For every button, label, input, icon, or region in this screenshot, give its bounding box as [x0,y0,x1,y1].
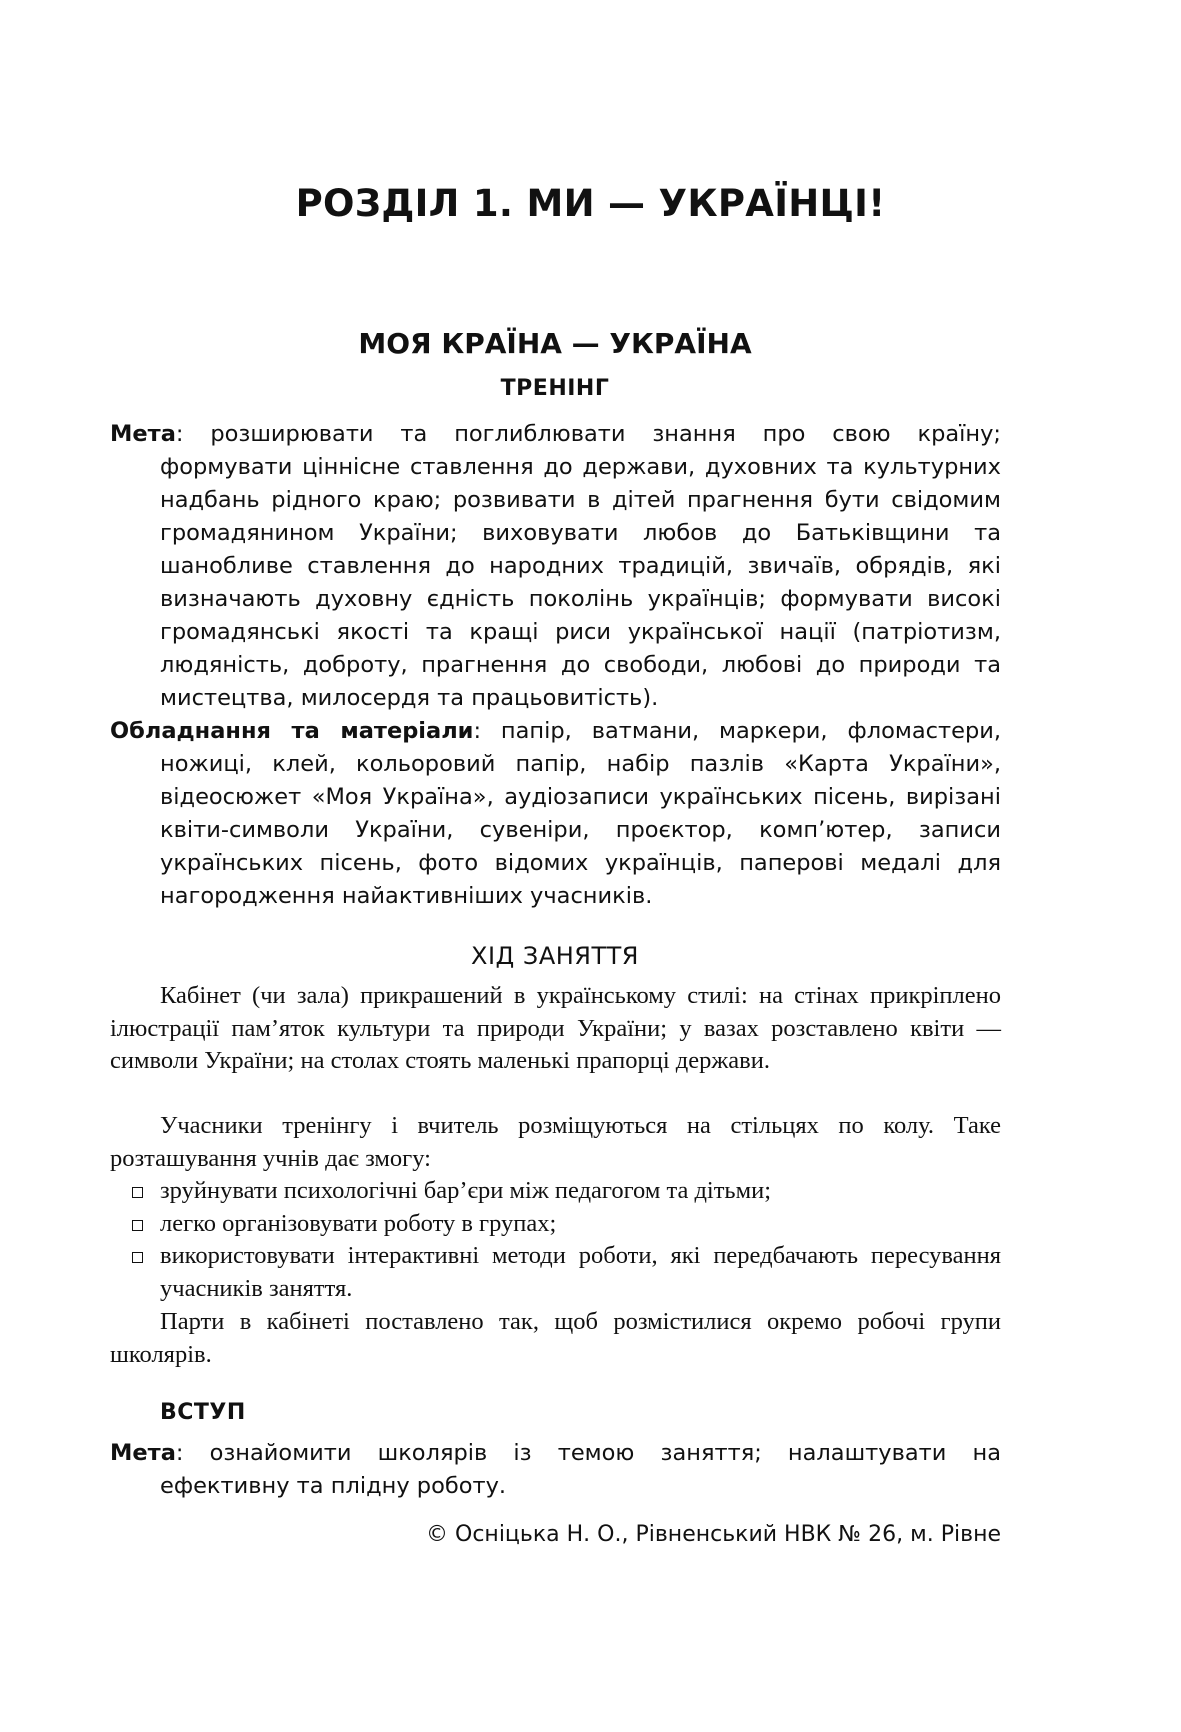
paragraph-1: Кабінет (чи зала) прикрашений в українському стилі: на стінах прикріплено ілюстрації пам’яток культури та природи України; у вазах розставлено квіти — символи України; на столах стоять маленькі прапорці держави. [110,982,1001,1074]
goal-text: : розширювати та поглиблювати знання про свою країну; формувати ціннісне ставлення до держави, духовних та культурних надбань рідного краю; розвивати в дітей прагнення бути свідомим громадянином України; виховувати любов до Батьківщини та шанобливе ставлення до народних традицій, звичаїв, обрядів, які визначають духовну єдність поколінь українців; формувати високі громадянські якості та кращі риси української нації (патріотизм, людяність, доброту, прагнення до свободи, любові до природи та мистецтва, милосердя та працьовитість). [160,421,1001,711]
square-bullet-icon [132,1187,143,1198]
square-bullet-icon [132,1220,143,1231]
square-bullet-icon [132,1252,143,1263]
intro-goal-label: Мета [110,1440,176,1466]
list-item [110,1175,1001,1208]
paragraph-3: Парти в кабінеті поставлено так, щоб розмістилися окремо робочі групи школярів. [110,1308,1001,1368]
intro-goal-paragraph [110,1437,1001,1503]
goal-paragraph [110,418,1001,715]
list-item [110,1240,1001,1305]
course-title: ХІД ЗАНЯТТЯ [471,942,639,970]
topic-title: МОЯ КРАЇНА — УКРАЇНА [358,327,752,360]
bullet-text: легко організовувати роботу в групах; [160,1209,557,1237]
intro-goal-text: : ознайомити школярів із темою заняття; налаштувати на ефективну та плідну роботу. [160,1440,1001,1499]
goal-label: Мета [110,421,176,447]
bullet-list [110,1175,1001,1305]
equipment-paragraph [110,715,1001,913]
intro-title: ВСТУП [160,1400,246,1425]
topic-subtitle: ТРЕНІНГ [500,376,610,401]
bullet-text: використовувати інтерактивні методи роботи, які передбачають пересування учасників заняття. [160,1242,1001,1302]
list-item [110,1208,1001,1241]
equipment-text: : папір, ватмани, маркери, фломастери, ножиці, клей, кольоровий папір, набір пазлів «Карта України», відеосюжет «Моя Україна», аудіозаписи українських пісень, вирізані квіти-символи України, сувеніри, проєктор, комп’ютер, записи українських пісень, фото відомих українців, паперові медалі для нагородження найактивніших учасників. [160,718,1001,909]
copyright: © Осніцька Н. О., Рівненський НВК № 26, м. Рівне [426,1522,1001,1547]
bullet-text: зруйнувати психологічні бар’єри між педагогом та дітьми; [160,1177,772,1204]
chapter-title: РОЗДІЛ 1. МИ — УКРАЇНЦІ! [295,182,886,225]
paragraph-2: Учасники тренінгу і вчитель розміщуються на стільцях по колу. Таке розташування учнів дає змогу: [110,1112,1001,1172]
equipment-label: Обладнання та матеріали [110,718,474,744]
